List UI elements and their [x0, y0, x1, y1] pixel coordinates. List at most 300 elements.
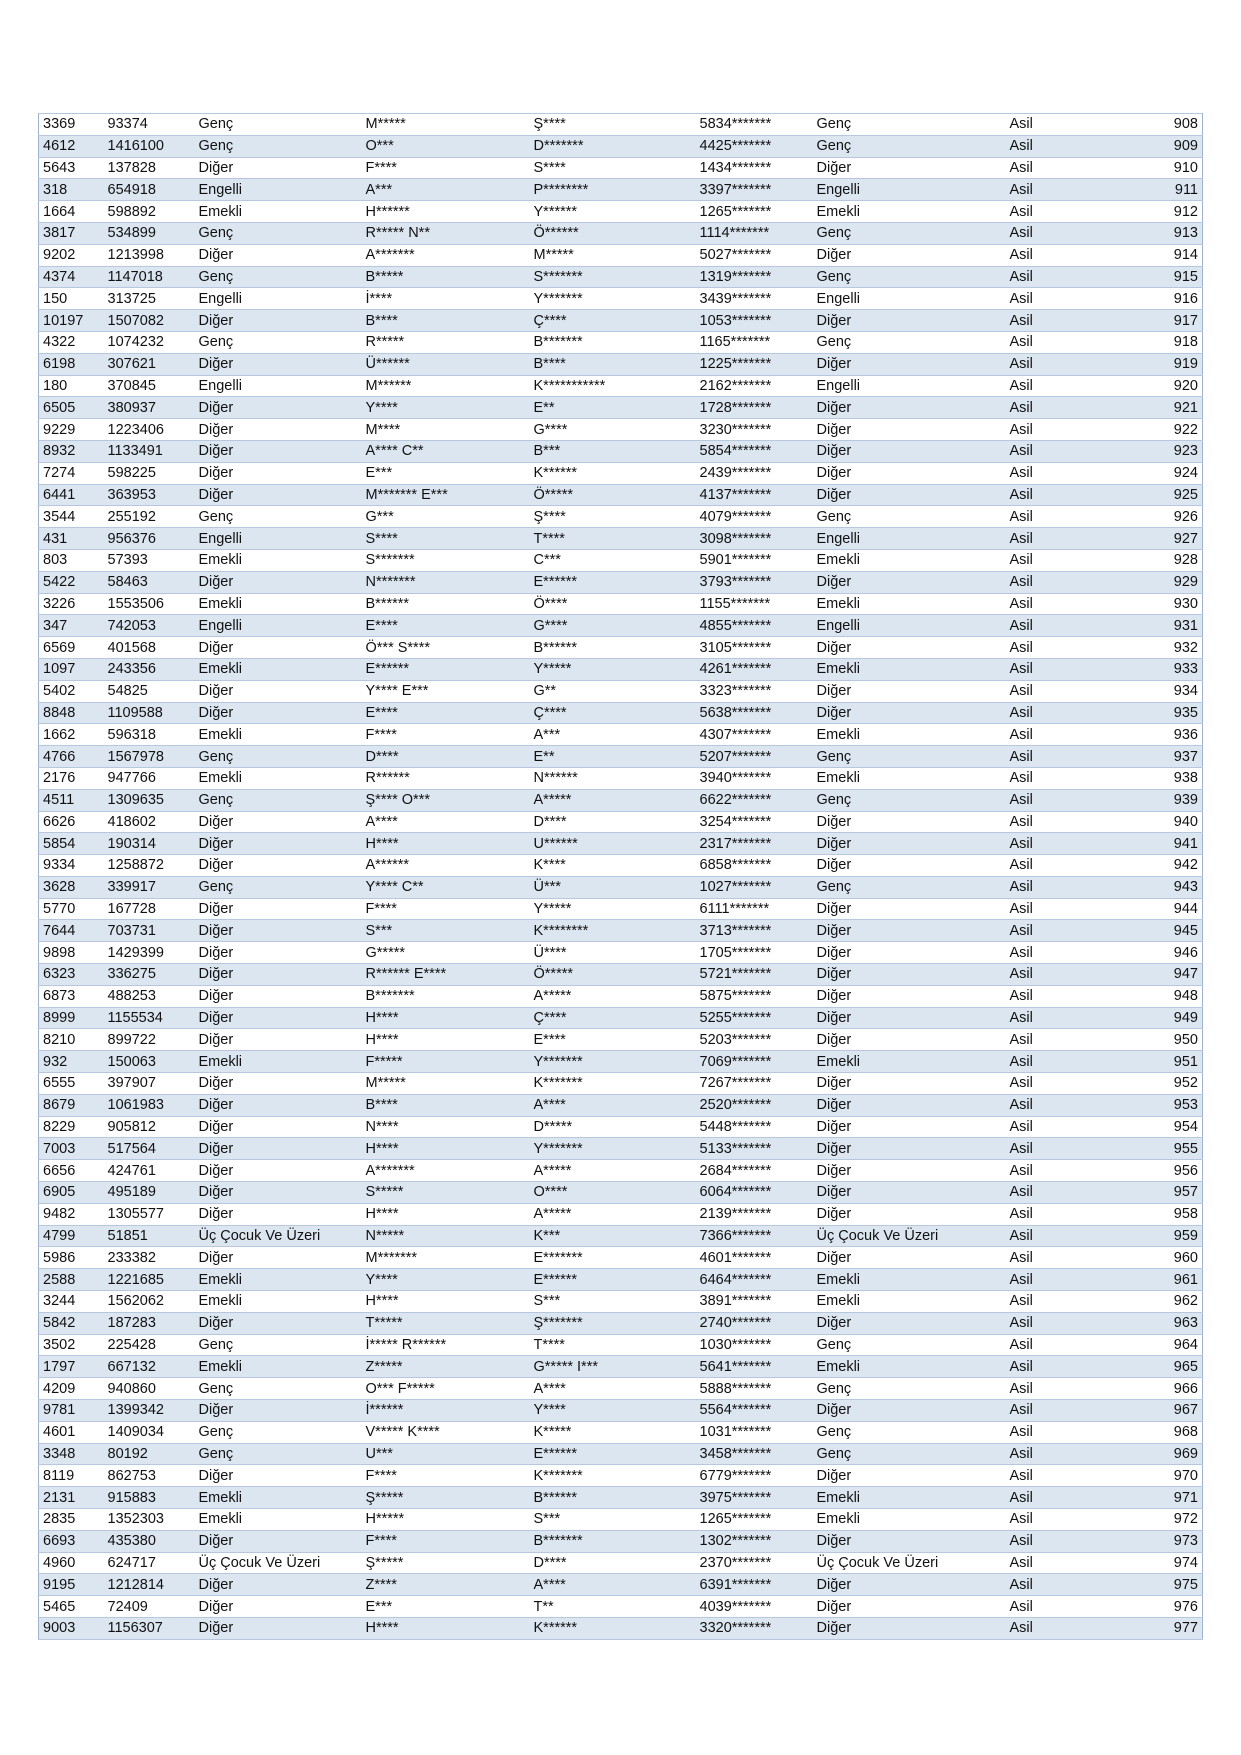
- col-tc-no-cell: 4079*******: [696, 506, 813, 528]
- col-durum-cell: Asil: [1006, 964, 1116, 986]
- col-kategori-cell: Emekli: [195, 1051, 362, 1073]
- col-soyad-cell: Ç****: [530, 702, 696, 724]
- col-basvuru-no-cell: 598225: [104, 462, 195, 484]
- table-row: [39, 571, 1203, 593]
- table-row: [39, 440, 1203, 462]
- col-basvuru-no-cell: 1074232: [104, 331, 195, 353]
- col-kategori-cell: Diğer: [195, 1312, 362, 1334]
- col-durum-cell: Asil: [1006, 571, 1116, 593]
- col-sira-cell: 6569: [39, 637, 104, 659]
- col-soyad-cell: B***: [530, 440, 696, 462]
- col-tc-no-cell: 3891*******: [696, 1291, 813, 1313]
- col-basvuru-no-cell: 1309635: [104, 789, 195, 811]
- col-ad-cell: F*****: [362, 1051, 530, 1073]
- col-sonuc-sira-cell: 931: [1116, 615, 1203, 637]
- col-sonuc-sira-cell: 914: [1116, 244, 1203, 266]
- col-sonuc-sira-cell: 946: [1116, 942, 1203, 964]
- col-sira-cell: 1662: [39, 724, 104, 746]
- table-row: [39, 1094, 1203, 1116]
- col-kategori-cell: Diğer: [195, 898, 362, 920]
- col-sira-cell: 2835: [39, 1509, 104, 1531]
- col-ad-cell: O***: [362, 135, 530, 157]
- col-durum-cell: Asil: [1006, 1596, 1116, 1618]
- col-kontenjan-cell: Diğer: [813, 637, 1006, 659]
- col-ad-cell: G*****: [362, 942, 530, 964]
- col-soyad-cell: Y*****: [530, 658, 696, 680]
- col-sonuc-sira-cell: 937: [1116, 746, 1203, 768]
- col-tc-no-cell: 2520*******: [696, 1094, 813, 1116]
- col-sonuc-sira-cell: 956: [1116, 1160, 1203, 1182]
- col-kategori-cell: Diğer: [195, 1007, 362, 1029]
- col-ad-cell: N*****: [362, 1225, 530, 1247]
- col-ad-cell: İ****: [362, 288, 530, 310]
- col-ad-cell: E***: [362, 1596, 530, 1618]
- col-tc-no-cell: 1302*******: [696, 1530, 813, 1552]
- col-sira-cell: 8119: [39, 1465, 104, 1487]
- col-basvuru-no-cell: 167728: [104, 898, 195, 920]
- col-kategori-cell: Diğer: [195, 964, 362, 986]
- col-soyad-cell: G****: [530, 615, 696, 637]
- table-row: [39, 637, 1203, 659]
- col-sonuc-sira-cell: 963: [1116, 1312, 1203, 1334]
- col-tc-no-cell: 4039*******: [696, 1596, 813, 1618]
- col-basvuru-no-cell: 401568: [104, 637, 195, 659]
- col-kategori-cell: Diğer: [195, 1094, 362, 1116]
- col-ad-cell: Y****: [362, 397, 530, 419]
- col-durum-cell: Asil: [1006, 1203, 1116, 1225]
- col-tc-no-cell: 1319*******: [696, 266, 813, 288]
- col-kategori-cell: Genç: [195, 222, 362, 244]
- col-soyad-cell: E**: [530, 746, 696, 768]
- col-ad-cell: R******: [362, 767, 530, 789]
- col-sonuc-sira-cell: 949: [1116, 1007, 1203, 1029]
- col-sonuc-sira-cell: 970: [1116, 1465, 1203, 1487]
- table-row: [39, 1269, 1203, 1291]
- col-ad-cell: Ş*****: [362, 1552, 530, 1574]
- col-kategori-cell: Diğer: [195, 702, 362, 724]
- col-basvuru-no-cell: 1553506: [104, 593, 195, 615]
- col-basvuru-no-cell: 51851: [104, 1225, 195, 1247]
- col-basvuru-no-cell: 654918: [104, 179, 195, 201]
- col-kontenjan-cell: Genç: [813, 746, 1006, 768]
- col-kategori-cell: Genç: [195, 746, 362, 768]
- col-sira-cell: 4511: [39, 789, 104, 811]
- table-row: [39, 811, 1203, 833]
- col-sonuc-sira-cell: 943: [1116, 876, 1203, 898]
- col-sira-cell: 8679: [39, 1094, 104, 1116]
- col-durum-cell: Asil: [1006, 353, 1116, 375]
- col-tc-no-cell: 6064*******: [696, 1182, 813, 1204]
- col-durum-cell: Asil: [1006, 746, 1116, 768]
- col-kategori-cell: Üç Çocuk Ve Üzeri: [195, 1552, 362, 1574]
- col-sonuc-sira-cell: 920: [1116, 375, 1203, 397]
- col-basvuru-no-cell: 862753: [104, 1465, 195, 1487]
- table-row: [39, 898, 1203, 920]
- col-kontenjan-cell: Genç: [813, 266, 1006, 288]
- col-ad-cell: N*******: [362, 571, 530, 593]
- table-row: [39, 1465, 1203, 1487]
- col-kategori-cell: Genç: [195, 331, 362, 353]
- col-kategori-cell: Diğer: [195, 1116, 362, 1138]
- table-row: [39, 397, 1203, 419]
- col-ad-cell: E****: [362, 615, 530, 637]
- col-soyad-cell: Ü***: [530, 876, 696, 898]
- col-ad-cell: Ş*****: [362, 1487, 530, 1509]
- col-durum-cell: Asil: [1006, 1182, 1116, 1204]
- col-durum-cell: Asil: [1006, 658, 1116, 680]
- col-soyad-cell: T**: [530, 1596, 696, 1618]
- col-sira-cell: 9003: [39, 1617, 104, 1639]
- col-tc-no-cell: 3320*******: [696, 1617, 813, 1639]
- col-sira-cell: 9202: [39, 244, 104, 266]
- col-basvuru-no-cell: 624717: [104, 1552, 195, 1574]
- col-soyad-cell: D****: [530, 1552, 696, 1574]
- col-sira-cell: 4374: [39, 266, 104, 288]
- table-row: [39, 353, 1203, 375]
- col-sira-cell: 5643: [39, 157, 104, 179]
- col-basvuru-no-cell: 1507082: [104, 310, 195, 332]
- col-durum-cell: Asil: [1006, 440, 1116, 462]
- table-row: [39, 920, 1203, 942]
- col-basvuru-no-cell: 435380: [104, 1530, 195, 1552]
- col-soyad-cell: T****: [530, 1334, 696, 1356]
- col-durum-cell: Asil: [1006, 855, 1116, 877]
- col-sonuc-sira-cell: 932: [1116, 637, 1203, 659]
- col-ad-cell: S***: [362, 920, 530, 942]
- table-row: [39, 157, 1203, 179]
- col-tc-no-cell: 7267*******: [696, 1073, 813, 1095]
- col-sonuc-sira-cell: 942: [1116, 855, 1203, 877]
- col-kategori-cell: Genç: [195, 1443, 362, 1465]
- col-tc-no-cell: 2740*******: [696, 1312, 813, 1334]
- col-sonuc-sira-cell: 930: [1116, 593, 1203, 615]
- table-row: [39, 985, 1203, 1007]
- col-sira-cell: 8229: [39, 1116, 104, 1138]
- col-sonuc-sira-cell: 925: [1116, 484, 1203, 506]
- col-basvuru-no-cell: 339917: [104, 876, 195, 898]
- col-basvuru-no-cell: 1352303: [104, 1509, 195, 1531]
- col-soyad-cell: Y*******: [530, 288, 696, 310]
- col-durum-cell: Asil: [1006, 157, 1116, 179]
- col-basvuru-no-cell: 1213998: [104, 244, 195, 266]
- col-sira-cell: 6441: [39, 484, 104, 506]
- col-kontenjan-cell: Üç Çocuk Ve Üzeri: [813, 1552, 1006, 1574]
- col-sira-cell: 803: [39, 549, 104, 571]
- col-basvuru-no-cell: 313725: [104, 288, 195, 310]
- col-basvuru-no-cell: 1416100: [104, 135, 195, 157]
- col-sonuc-sira-cell: 955: [1116, 1138, 1203, 1160]
- col-sira-cell: 1097: [39, 658, 104, 680]
- col-tc-no-cell: 3397*******: [696, 179, 813, 201]
- col-kategori-cell: Engelli: [195, 615, 362, 637]
- col-kontenjan-cell: Genç: [813, 506, 1006, 528]
- col-sonuc-sira-cell: 909: [1116, 135, 1203, 157]
- col-sira-cell: 8999: [39, 1007, 104, 1029]
- col-soyad-cell: B****: [530, 353, 696, 375]
- col-sira-cell: 3628: [39, 876, 104, 898]
- col-kontenjan-cell: Diğer: [813, 898, 1006, 920]
- col-sonuc-sira-cell: 974: [1116, 1552, 1203, 1574]
- col-soyad-cell: B******: [530, 1487, 696, 1509]
- col-kategori-cell: Diğer: [195, 637, 362, 659]
- col-ad-cell: H****: [362, 1203, 530, 1225]
- col-sonuc-sira-cell: 961: [1116, 1269, 1203, 1291]
- col-kategori-cell: Emekli: [195, 658, 362, 680]
- table-body: [39, 114, 1203, 1640]
- col-kategori-cell: Diğer: [195, 811, 362, 833]
- col-tc-no-cell: 1225*******: [696, 353, 813, 375]
- col-soyad-cell: Y******: [530, 201, 696, 223]
- col-tc-no-cell: 1705*******: [696, 942, 813, 964]
- col-kategori-cell: Diğer: [195, 1617, 362, 1639]
- col-kontenjan-cell: Engelli: [813, 375, 1006, 397]
- col-ad-cell: Z*****: [362, 1356, 530, 1378]
- col-sonuc-sira-cell: 968: [1116, 1421, 1203, 1443]
- col-sira-cell: 2176: [39, 767, 104, 789]
- col-sira-cell: 6323: [39, 964, 104, 986]
- col-soyad-cell: S*******: [530, 266, 696, 288]
- col-kontenjan-cell: Diğer: [813, 419, 1006, 441]
- col-ad-cell: M******* E***: [362, 484, 530, 506]
- col-soyad-cell: A*****: [530, 1160, 696, 1182]
- col-sonuc-sira-cell: 953: [1116, 1094, 1203, 1116]
- col-ad-cell: B****: [362, 1094, 530, 1116]
- col-kontenjan-cell: Emekli: [813, 1356, 1006, 1378]
- col-soyad-cell: O****: [530, 1182, 696, 1204]
- col-ad-cell: S*******: [362, 549, 530, 571]
- col-ad-cell: Z****: [362, 1574, 530, 1596]
- col-basvuru-no-cell: 956376: [104, 528, 195, 550]
- col-basvuru-no-cell: 1061983: [104, 1094, 195, 1116]
- col-kontenjan-cell: Diğer: [813, 440, 1006, 462]
- table-row: [39, 549, 1203, 571]
- col-tc-no-cell: 6391*******: [696, 1574, 813, 1596]
- col-ad-cell: V***** K****: [362, 1421, 530, 1443]
- col-sonuc-sira-cell: 939: [1116, 789, 1203, 811]
- col-durum-cell: Asil: [1006, 528, 1116, 550]
- col-basvuru-no-cell: 899722: [104, 1029, 195, 1051]
- col-kontenjan-cell: Emekli: [813, 767, 1006, 789]
- col-soyad-cell: T****: [530, 528, 696, 550]
- col-sonuc-sira-cell: 960: [1116, 1247, 1203, 1269]
- table-row: [39, 1596, 1203, 1618]
- col-durum-cell: Asil: [1006, 1530, 1116, 1552]
- col-sira-cell: 3544: [39, 506, 104, 528]
- table-row: [39, 746, 1203, 768]
- col-soyad-cell: A****: [530, 1094, 696, 1116]
- col-kategori-cell: Diğer: [195, 419, 362, 441]
- table-row: [39, 1225, 1203, 1247]
- col-kategori-cell: Diğer: [195, 1203, 362, 1225]
- col-sira-cell: 6873: [39, 985, 104, 1007]
- col-basvuru-no-cell: 1109588: [104, 702, 195, 724]
- col-sonuc-sira-cell: 959: [1116, 1225, 1203, 1247]
- col-tc-no-cell: 5564*******: [696, 1400, 813, 1422]
- col-soyad-cell: B*******: [530, 1530, 696, 1552]
- col-kontenjan-cell: Diğer: [813, 1138, 1006, 1160]
- col-kategori-cell: Emekli: [195, 724, 362, 746]
- col-kontenjan-cell: Genç: [813, 114, 1006, 136]
- col-soyad-cell: B*******: [530, 331, 696, 353]
- col-tc-no-cell: 3323*******: [696, 680, 813, 702]
- col-sira-cell: 10197: [39, 310, 104, 332]
- col-kategori-cell: Emekli: [195, 1356, 362, 1378]
- col-sira-cell: 3244: [39, 1291, 104, 1313]
- col-basvuru-no-cell: 915883: [104, 1487, 195, 1509]
- col-tc-no-cell: 2370*******: [696, 1552, 813, 1574]
- col-durum-cell: Asil: [1006, 1356, 1116, 1378]
- col-soyad-cell: N******: [530, 767, 696, 789]
- col-kategori-cell: Diğer: [195, 1073, 362, 1095]
- col-durum-cell: Asil: [1006, 680, 1116, 702]
- col-kategori-cell: Üç Çocuk Ve Üzeri: [195, 1225, 362, 1247]
- table-row: [39, 1247, 1203, 1269]
- col-sira-cell: 6505: [39, 397, 104, 419]
- col-sira-cell: 8210: [39, 1029, 104, 1051]
- col-soyad-cell: E******: [530, 571, 696, 593]
- col-ad-cell: H****: [362, 1007, 530, 1029]
- col-durum-cell: Asil: [1006, 201, 1116, 223]
- col-durum-cell: Asil: [1006, 331, 1116, 353]
- col-kontenjan-cell: Diğer: [813, 462, 1006, 484]
- col-basvuru-no-cell: 1258872: [104, 855, 195, 877]
- col-tc-no-cell: 4601*******: [696, 1247, 813, 1269]
- table-row: [39, 1530, 1203, 1552]
- col-sonuc-sira-cell: 951: [1116, 1051, 1203, 1073]
- col-tc-no-cell: 3793*******: [696, 571, 813, 593]
- col-kategori-cell: Diğer: [195, 942, 362, 964]
- col-soyad-cell: K*******: [530, 1073, 696, 1095]
- col-soyad-cell: A****: [530, 1574, 696, 1596]
- col-durum-cell: Asil: [1006, 266, 1116, 288]
- col-basvuru-no-cell: 187283: [104, 1312, 195, 1334]
- table-row: [39, 331, 1203, 353]
- col-ad-cell: A*******: [362, 1160, 530, 1182]
- col-soyad-cell: Ö*****: [530, 964, 696, 986]
- col-kontenjan-cell: Genç: [813, 876, 1006, 898]
- col-ad-cell: F****: [362, 1465, 530, 1487]
- col-tc-no-cell: 5888*******: [696, 1378, 813, 1400]
- col-tc-no-cell: 6464*******: [696, 1269, 813, 1291]
- table-row: [39, 1073, 1203, 1095]
- col-kontenjan-cell: Genç: [813, 135, 1006, 157]
- col-kategori-cell: Genç: [195, 135, 362, 157]
- col-basvuru-no-cell: 488253: [104, 985, 195, 1007]
- col-sonuc-sira-cell: 928: [1116, 549, 1203, 571]
- col-sonuc-sira-cell: 954: [1116, 1116, 1203, 1138]
- col-durum-cell: Asil: [1006, 942, 1116, 964]
- col-basvuru-no-cell: 243356: [104, 658, 195, 680]
- col-ad-cell: M****: [362, 419, 530, 441]
- col-sira-cell: 3348: [39, 1443, 104, 1465]
- col-durum-cell: Asil: [1006, 288, 1116, 310]
- col-sonuc-sira-cell: 935: [1116, 702, 1203, 724]
- col-kontenjan-cell: Diğer: [813, 1617, 1006, 1639]
- col-sonuc-sira-cell: 924: [1116, 462, 1203, 484]
- col-durum-cell: Asil: [1006, 767, 1116, 789]
- col-sonuc-sira-cell: 916: [1116, 288, 1203, 310]
- table-row: [39, 855, 1203, 877]
- col-ad-cell: E******: [362, 658, 530, 680]
- table-row: [39, 244, 1203, 266]
- table-row: [39, 1509, 1203, 1531]
- col-basvuru-no-cell: 534899: [104, 222, 195, 244]
- col-ad-cell: N****: [362, 1116, 530, 1138]
- col-kategori-cell: Diğer: [195, 244, 362, 266]
- col-soyad-cell: A*****: [530, 789, 696, 811]
- col-soyad-cell: G****: [530, 419, 696, 441]
- col-kategori-cell: Emekli: [195, 1269, 362, 1291]
- col-kategori-cell: Diğer: [195, 571, 362, 593]
- col-tc-no-cell: 7366*******: [696, 1225, 813, 1247]
- col-soyad-cell: C***: [530, 549, 696, 571]
- col-tc-no-cell: 5721*******: [696, 964, 813, 986]
- table-row: [39, 179, 1203, 201]
- col-basvuru-no-cell: 150063: [104, 1051, 195, 1073]
- col-sira-cell: 6555: [39, 1073, 104, 1095]
- col-ad-cell: G***: [362, 506, 530, 528]
- col-basvuru-no-cell: 1212814: [104, 1574, 195, 1596]
- col-sira-cell: 4209: [39, 1378, 104, 1400]
- col-ad-cell: F****: [362, 724, 530, 746]
- col-kontenjan-cell: Diğer: [813, 1400, 1006, 1422]
- col-sonuc-sira-cell: 921: [1116, 397, 1203, 419]
- col-kategori-cell: Diğer: [195, 484, 362, 506]
- table-row: [39, 135, 1203, 157]
- col-basvuru-no-cell: 1147018: [104, 266, 195, 288]
- col-durum-cell: Asil: [1006, 1051, 1116, 1073]
- col-kontenjan-cell: Diğer: [813, 702, 1006, 724]
- col-sonuc-sira-cell: 958: [1116, 1203, 1203, 1225]
- col-durum-cell: Asil: [1006, 1291, 1116, 1313]
- col-sonuc-sira-cell: 918: [1116, 331, 1203, 353]
- col-soyad-cell: Y****: [530, 1400, 696, 1422]
- col-sira-cell: 7274: [39, 462, 104, 484]
- table-row: [39, 1116, 1203, 1138]
- col-kontenjan-cell: Engelli: [813, 528, 1006, 550]
- col-basvuru-no-cell: 1223406: [104, 419, 195, 441]
- col-kontenjan-cell: Engelli: [813, 288, 1006, 310]
- col-sonuc-sira-cell: 933: [1116, 658, 1203, 680]
- col-kontenjan-cell: Emekli: [813, 1291, 1006, 1313]
- col-kategori-cell: Diğer: [195, 833, 362, 855]
- col-kontenjan-cell: Diğer: [813, 571, 1006, 593]
- col-kategori-cell: Diğer: [195, 985, 362, 1007]
- col-tc-no-cell: 5875*******: [696, 985, 813, 1007]
- col-sonuc-sira-cell: 973: [1116, 1530, 1203, 1552]
- table-row: [39, 419, 1203, 441]
- col-ad-cell: M*******: [362, 1247, 530, 1269]
- col-kontenjan-cell: Genç: [813, 789, 1006, 811]
- col-durum-cell: Asil: [1006, 920, 1116, 942]
- col-ad-cell: M******: [362, 375, 530, 397]
- col-tc-no-cell: 6111*******: [696, 898, 813, 920]
- col-tc-no-cell: 4137*******: [696, 484, 813, 506]
- table-row: [39, 1552, 1203, 1574]
- col-soyad-cell: E******: [530, 1269, 696, 1291]
- col-durum-cell: Asil: [1006, 1225, 1116, 1247]
- col-sira-cell: 9898: [39, 942, 104, 964]
- col-ad-cell: B****: [362, 310, 530, 332]
- col-sonuc-sira-cell: 950: [1116, 1029, 1203, 1051]
- col-kontenjan-cell: Diğer: [813, 484, 1006, 506]
- table-row: [39, 680, 1203, 702]
- col-ad-cell: M*****: [362, 114, 530, 136]
- col-soyad-cell: K******: [530, 1617, 696, 1639]
- col-basvuru-no-cell: 947766: [104, 767, 195, 789]
- col-basvuru-no-cell: 307621: [104, 353, 195, 375]
- col-soyad-cell: Y*****: [530, 898, 696, 920]
